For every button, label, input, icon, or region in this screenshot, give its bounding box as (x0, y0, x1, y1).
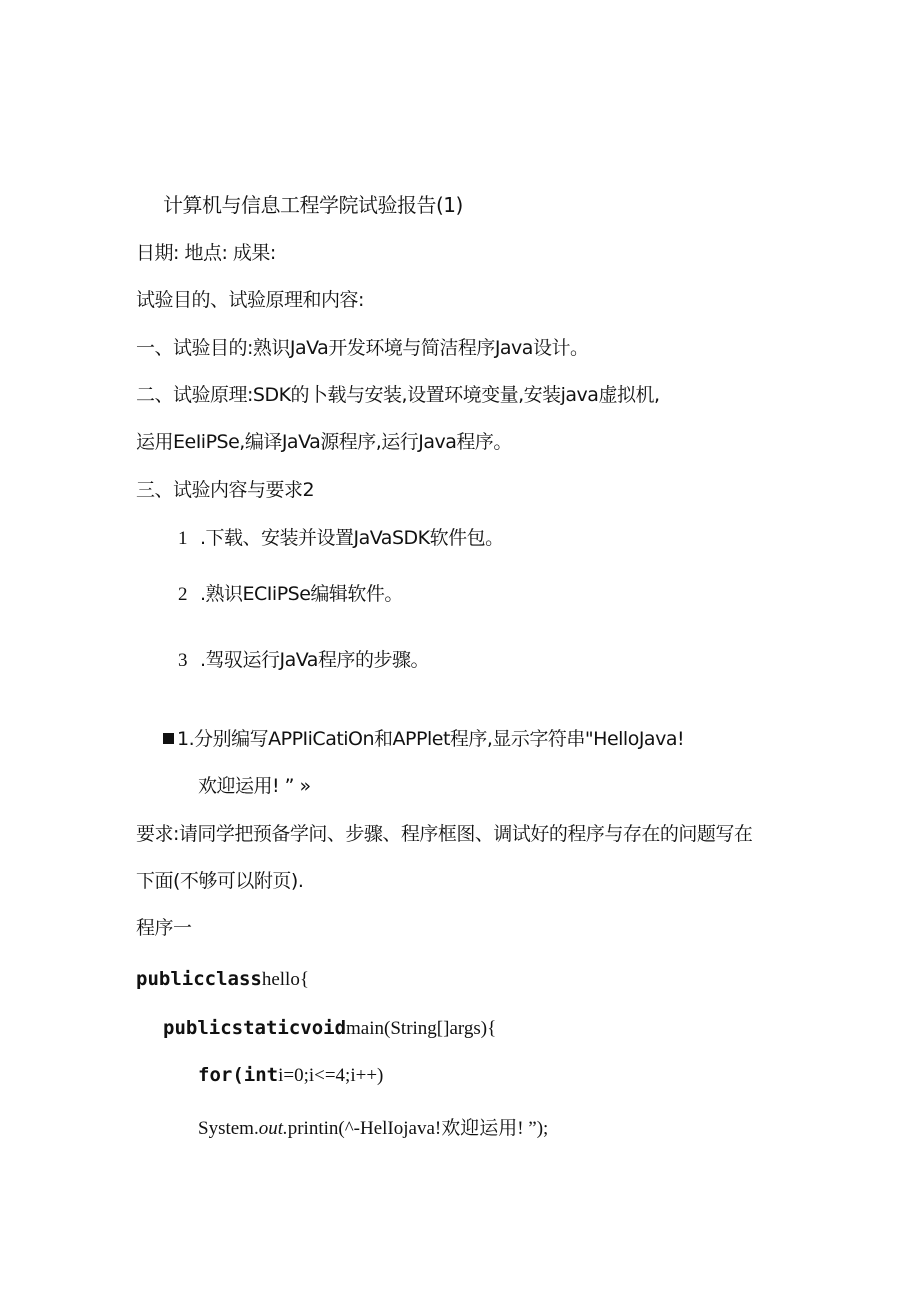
requirement-line-2: 下面(不够可以附页). (136, 870, 304, 892)
meta-line: 日期: 地点: 成果: (136, 242, 276, 264)
code-text: main(String[]args){ (346, 1018, 497, 1039)
section-intro: 试验目的、试验原理和内容: (136, 289, 364, 311)
code-keyword: publicstaticvoid (163, 1017, 347, 1039)
list-item-number: 2 (178, 584, 187, 605)
list-item (178, 526, 504, 551)
purpose-line: 一、试验目的:熟识JaVa开发环境与简洁程序Java设计。 (136, 337, 589, 359)
list-item-text: .驾驭运行JaVa程序的步骤。 (200, 649, 429, 671)
code-keyword: for(int (198, 1064, 279, 1086)
principle-line-2: 运用EeIiPSe,编译JaVa源程序,运行Java程序。 (136, 431, 512, 453)
content-heading: 三、试验内容与要求2 (136, 479, 315, 501)
task-text: 1.分别编写APPIiCatiOn和APPlet程序,显示字符串"HelloJava! (177, 728, 685, 750)
code-line-3 (198, 1063, 383, 1088)
list-item (178, 648, 429, 673)
code-text: System. (198, 1118, 259, 1139)
program-label: 程序一 (136, 917, 192, 939)
task-line-2: 欢迎运用! ” » (198, 775, 311, 797)
list-item-text: .下载、安装并设置JaVaSDK软件包。 (200, 527, 504, 549)
list-item-text: .熟识ECIiPSe编辑软件。 (200, 583, 403, 605)
code-keyword: publicclass (136, 968, 262, 990)
list-item-number: 3 (178, 650, 187, 671)
code-text: printin(^-HelIojava!欢迎运用! ”); (287, 1118, 549, 1139)
code-line-4 (198, 1116, 548, 1141)
code-line-2 (163, 1016, 496, 1041)
report-title: 计算机与信息工程学院试验报告(1) (163, 193, 463, 217)
code-line-1 (136, 967, 309, 992)
principle-line-1: 二、试验原理:SDK的卜载与安装,设置环境变量,安装java虚拟机, (136, 384, 660, 406)
code-text: hello{ (261, 969, 309, 990)
code-text: i=0;i<=4;i++) (278, 1065, 384, 1086)
list-item-number: 1 (178, 528, 187, 549)
square-bullet-icon (163, 733, 174, 744)
requirement-line-1: 要求:请同学把预备学问、步骤、程序框图、调试好的程序与存在的问题写在 (136, 823, 753, 845)
list-item (178, 582, 403, 607)
code-text-italic: out. (258, 1118, 288, 1139)
task-line-1 (163, 727, 684, 751)
